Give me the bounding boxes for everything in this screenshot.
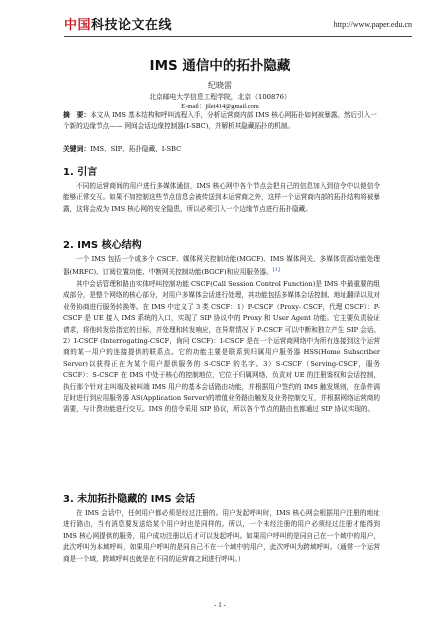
section-heading-2: 2. IMS 核心结构 — [63, 240, 142, 251]
page-number: - 1 - — [214, 601, 226, 609]
keywords-text: IMS、SIP、拓扑隐藏、I-SBC — [90, 145, 182, 153]
paragraph: 其中会话管理和路由实体呼叫控制功能 CSCF(Call Session Control Function)是 IMS 中最重要的组成部分，是整个网络的核心部分，对用户多媒体会话进行处理，其功能包括多媒体会话控制、地址翻译以及对业务协商进行服务转换等。在 IMS 中定义了 3 类 CSCF：1）P-CSCF（Proxy- CSCF，代理 CSCF）：P-CSCF 是 UE 接入 IMS 系统的入口，实现了 SIP 协议中的 Proxy 和 User Agent 功能。它主要负责验证请求，将他转发给指定的目标，并处理和转发响应，在异常情况下 P-CSCF 可以中断和独立产生 SIP 会话。2）I-CSCF (Interrogating-CSCF，询问 CSCF)：I-CSCF 是在一个运营商网络中为所有连接到这个运营商的某一用户的连接提供的联系点。它的功能主要是联系到归属用户服务器 HSS(Home Subscriber Server)以获得正在为某个用户提供服务的 S-CSCF 的名字。3）S-CSCF（Serving-CSCF，服务 CSCF）：S-CSCF 在 IMS 中处于核心的控制地位，它位于归属网络，负责对 UE 的注册鉴权和会话控制，执行那个针对主叫端及被叫端 IMS 用户的基本会话路由功能，并根据用户签约的 IMS 触发规则，在条件满足时进行到应用服务器 AS(Application Server)的增值业务路由触发及业务控制交互，并根据网络运营商的需要，与计费功能进行交互。IMS 的信令采用 SIP 协议，所以各个节点的路由也都通过 SIP 协议实现的。 — [63, 280, 380, 414]
section-1-body — [63, 181, 380, 215]
paragraph-text: 一个 IMS 包括一个或多个 CSCF、媒体网关控制功能(MGCF)、IMS 媒体网关、多媒体资源功能处理器(MRFC)、订阅位置功能、中断网关控制功能(BGCF)和应用服务器。 — [63, 255, 380, 277]
citation[interactable]: [1] — [272, 267, 280, 274]
paper-title: IMS 通信中的拓扑隐藏 — [149, 58, 291, 74]
paragraph — [63, 254, 380, 279]
header-rule — [64, 36, 412, 37]
logo-red-text: 中国 — [64, 17, 92, 33]
logo-black-text: 科技论文在线 — [91, 17, 173, 33]
section-heading-3: 3. 未加拓扑隐藏的 IMS 会话 — [63, 494, 196, 505]
section-2-body — [63, 254, 380, 416]
site-logo — [64, 12, 172, 34]
keywords — [63, 143, 383, 153]
abstract — [63, 110, 383, 131]
paper-email: E-mail：jilei414@gmail.com — [181, 103, 259, 110]
page-header — [64, 12, 412, 36]
section-heading-1: 1. 引言 — [63, 167, 98, 178]
section-3-body — [63, 508, 380, 565]
abstract-text: 本文从 IMS 基本结构和呼叫流程入手，分析运营商内部 IMS 核心网拓扑如何被暴露。然后引入一个新的边缘节点—— 网间会话边缘控制器(I-SBC)，并解析其隐藏拓扑的机制。 — [63, 111, 377, 130]
site-url[interactable]: http://www.paper.edu.cn — [333, 20, 412, 29]
paragraph: 在 IMS 会话中，任何用户都必须是经过注册的。用户发起呼叫时，IMS 核心网会根据用户注册的地址进行路由，当有消息要发送给某个用户时也是同样的。所以，一个未经注册的用户必须经过注册才能得到 IMS 核心网提供的服务，用户成功注册以后才可以发起呼叫。如果用户呼叫的是同自己在一个域中的用户，此次呼叫为本域呼叫，如果用户呼叫的是同自己不在一个域中的用户，此次呼叫为跨域呼叫。（通常一个运营商是一个域，跨域呼叫也就是在不同的运营商之间进行呼叫。） — [63, 509, 380, 563]
paper-affiliation: 北京邮电大学信息工程学院，北京（100876） — [149, 93, 291, 101]
abstract-label: 摘 要： — [63, 111, 91, 119]
paragraph: 不同的运营商间的用户进行多媒体通信，IMS 核心网中各个节点会把自己的信息加入到信令中以便信令能够正常交互。如果不加控制这些节点信息会被传送到本运营商之外，这样一个运营商内部的拓扑结构将被暴露，这将会成为 IMS 核心网的安全隐患，所以必须引入一个边缘节点进行拓扑隐藏。 — [63, 182, 380, 213]
keywords-label: 关键词： — [63, 145, 91, 153]
paper-author: 纪晓雷 — [208, 81, 232, 90]
